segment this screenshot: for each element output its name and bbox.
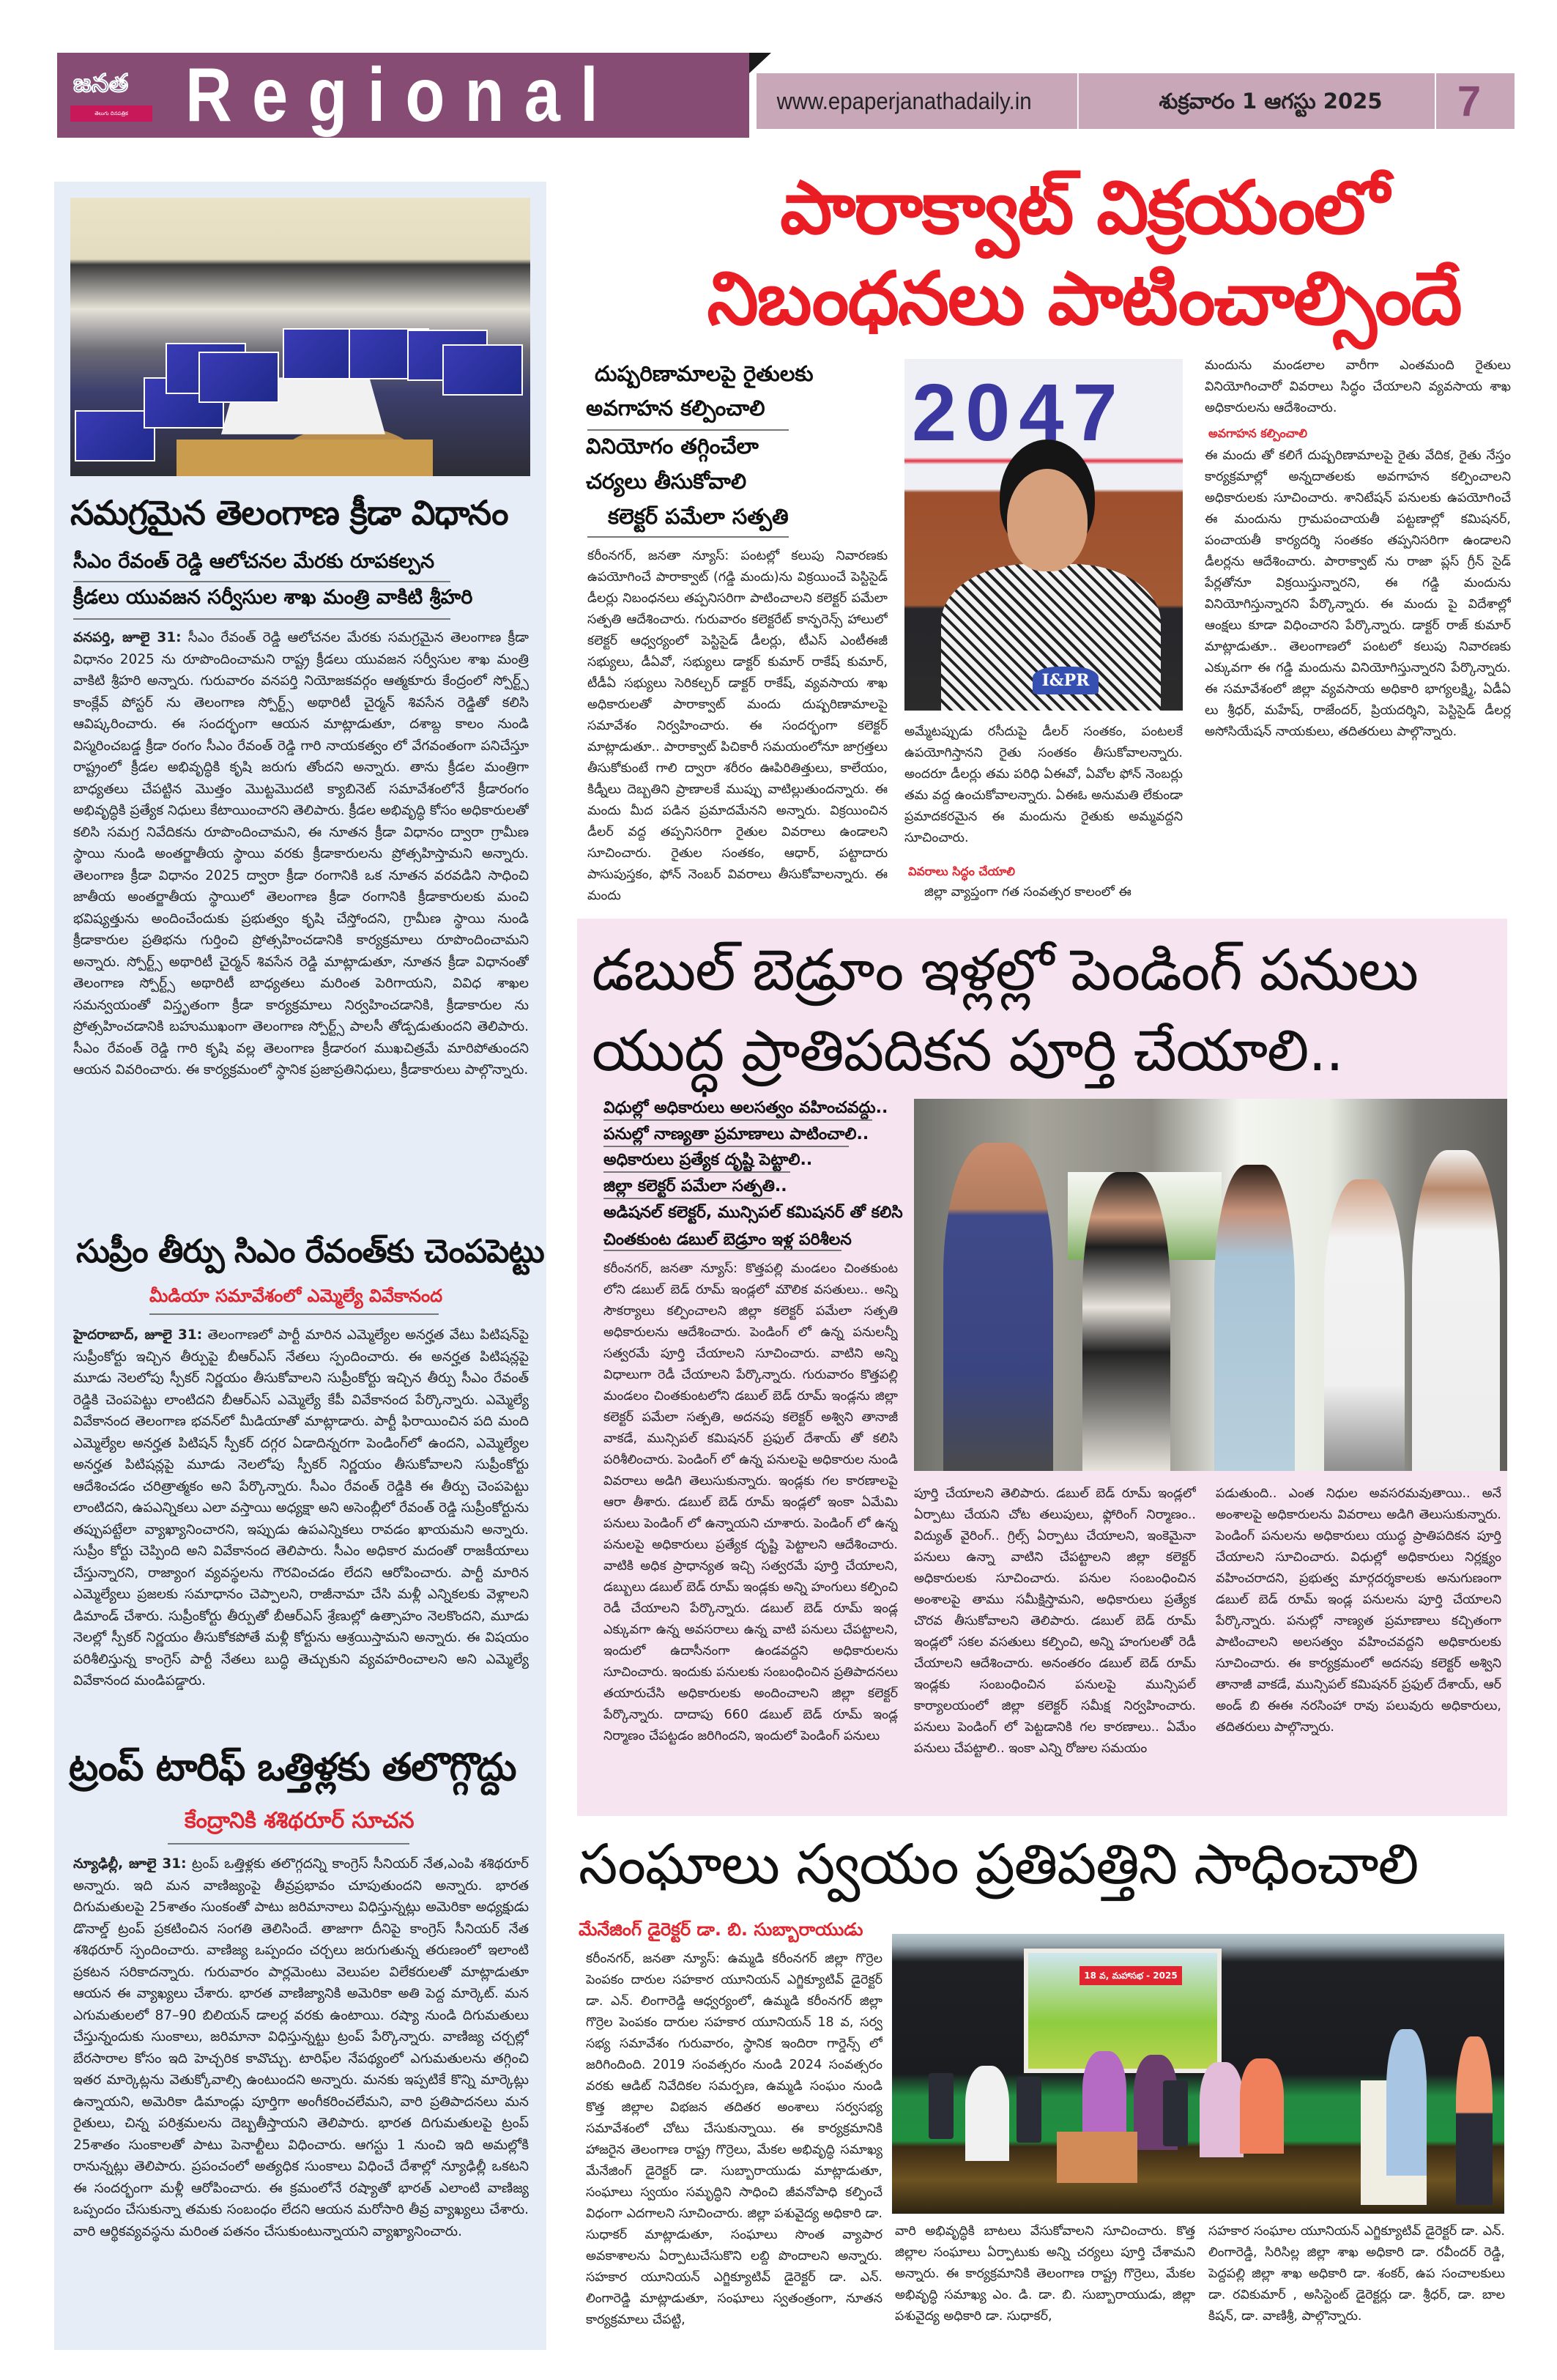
photo-chair <box>1017 2077 1041 2143</box>
page-number: 7 <box>1457 77 1482 125</box>
photo-table <box>1057 2132 1137 2183</box>
sheep-body-col-2: వారి అభివృద్ధికి బాటలు వేసుకోవాలని సూచించారు. కొత్త జిల్లాల సంఘాలు ఏర్పాటుకు అన్ని చర్యలు పూర్తి చేశామని అన్నారు. ఈ కార్యక్రమానికి తెలంగాణ రాష్ట్ర గొర్రెలు, మేకల అభివృద్ధి సమాఖ్య ఎం. డి. డా. బి. సుబ్బారాయుడు, జిల్లా పశువైద్య అధికారి డా. సుధాకర్, <box>895 2224 1195 2324</box>
housing-headline-line-2: యుద్ధ ప్రాతిపదికన పూర్తి చేయాలి.. <box>592 1018 1343 1084</box>
photo-person <box>1214 1165 1295 1471</box>
housing-inspection-photo[interactable] <box>914 1099 1507 1471</box>
issue-date: శుక్రవారం 1 ఆగస్టు 2025 <box>1107 73 1436 129</box>
paraquat-col3-subhead: అవగాహన కల్పించాలి <box>1208 426 1307 440</box>
supreme-dateline: హైదరాబాద్, జూలై 31: <box>73 1327 203 1343</box>
divider <box>149 1313 439 1315</box>
paraquat-kicker-2: అవగాహన కల్పించాలి <box>586 396 765 420</box>
supreme-article-body <box>73 1324 529 1782</box>
housing-headline-line-1: డబుల్ బెడ్రూం ఇళ్లల్లో పెండింగ్ పనులు <box>592 938 1418 1004</box>
masthead-corner-triangle <box>749 53 771 73</box>
photo-person <box>1082 1172 1170 1471</box>
sports-article-body <box>73 627 529 1226</box>
sheep-body-col-1: కరీంనగర్, జనతా న్యూస్: ఉమ్మడి కరీంనగర్ జిల్లా గొర్రెల పెంపకం దారుల సహకార యూనియన్ ఎగ్జిక్యూటివ్ డైరెక్టర్ డా. ఎన్. లింగారెడ్డి ఆధ్వర్యంలో, ఉమ్మడి కరీంనగర్ జిల్లా గొర్రెల పెంపకం దారుల సహకార యూనియన్ 18 వ, సర్వ సభ్య సమావేశం గురువారం, స్థానిక ఇందిరా గార్డెన్స్ లో జరిగిందింది. 2019 సంవత్సరం నుండి 2024 సంవత్సరం వరకు ఆడిట్ నివేదికల సమర్పణ, ఉమ్మడి సంఘం నుండి కొత్త జిల్లాల విభజన తదితర అంశాలు సర్వసభ్య సమావేశంలో చోటు చేసుకున్నాయి. ఈ కార్యక్రమానికి హాజరైన తెలంగాణ రాష్ట్ర గొర్రెలు, మేకల అభివృద్ధి సమాఖ్య మేనేజింగ్ డైరెక్టర్ డా. సుబ్బారాయుడు మాట్లాడుతూ, సంఘాలు స్వయం సమృద్ధిని సాధించి జీవనోపాధి కల్పించే విధంగా ఎదగాలని సూచించారు. జిల్లా పశువైద్య అధికారి డా. సుధాకర్ మాట్లాడుతూ, సంఘాలు సొంత వ్యాపార అవకాశాలను ఏర్పాటుచేసుకొని లబ్ది పొందాలని అన్నారు. సహకార యూనియన్ ఎగ్జిక్యూటివ్ డైరెక్టర్ డా. ఎన్. లింగారెడ్డి మాట్లాడుతూ, సంఘాలు స్వతంత్రంగా, నూతన కార్యక్రమాలు చేపట్టి, <box>586 1951 882 2327</box>
divider <box>168 1843 409 1845</box>
photo-person <box>1456 2036 1493 2205</box>
paraquat-kicker-5: కలెక్టర్ పమేలా సత్పతి <box>608 504 789 529</box>
photo-banner-text: 2047 <box>912 368 1126 458</box>
logo-wordmark: జనత <box>73 69 129 98</box>
masthead-info-bar <box>757 73 1515 129</box>
paraquat-col2-text: అమ్మేటప్పుడు రసీదుపై డీలర్ సంతకం, పంటలకే ఉపయోగిస్తానని రైతు సంతకం తీసుకోవాలన్నారు. అందరూ డీలర్లు తమ పరిధి ఏఈవో, ఏవోల ఫోన్ నెంబర్లు తమ వద్ద ఉంచుకోవాలన్నారు. ఏఈఓ అనుమతి లేకుండా ప్రమాదకరమైన ఈ మందును రైతుకు అమ్మవద్దని సూచించారు. <box>904 724 1183 845</box>
divider <box>73 618 450 620</box>
divider <box>603 1146 849 1147</box>
photo-person <box>1200 2062 1244 2157</box>
collector-press-photo[interactable] <box>904 359 1183 711</box>
section-title: Regional <box>185 53 618 138</box>
photo-person <box>1240 2058 1284 2154</box>
paraquat-col2-subhead: వివరాలు సిద్ధం చేయాలి <box>908 864 1016 878</box>
housing-body-col-3: పడుతుంది.. ఎంత నిధుల అవసరమవుతాయి.. అనే అంశాలపై అధికారులను వివరాలు అడిగి తెలుసుకున్నారు. పెండింగ్ పనులను అధికారులు యుద్ధ ప్రాతిపదికన పూర్తి చేయాలని సూచించారు. విధుల్లో అధికారులు నిర్లక్ష్యం వహించరాదని, ప్రభుత్వ మార్గదర్శకాలకు అనుగుణంగా డబుల్ బెడ్ రూమ్ ఇండ్ల పనులను పూర్తి చేయాలని పేర్కొన్నారు. పనుల్లో నాణ్యత ప్రమాణాలు కచ్చితంగా పాటించాలని అలసత్వం వహించవద్దని అధికారులకు సూచించారు. ఈ కార్యక్రమంలో అదనపు కలెక్టర్ అశ్విని తానాజీ వాకడే, మున్సిపల్ కమిషనర్ ప్రఫుల్ దేశాయ్, ఆర్ అండ్ బి ఈఈ నరసింహా రావు పలువురు అధికారులు, తదితరులు పాల్గొన్నారు. <box>1216 1486 1501 1735</box>
supreme-body-text: తెలంగాణలో పార్టీ మారిన ఎమ్మెల్యేల అనర్హత వేటు పిటిషన్‌పై సుప్రీంకోర్టు ఇచ్చిన తీర్పుపై బీఆర్‌ఎస్ నేతలు స్పందించారు. ఈ అనర్హత పిటిషన్లపై మూడు నెలలోపు స్పీకర్ నిర్ణయం తీసుకోవాలని సుప్రీంకోర్టు ఇచ్చిన తీర్పు సీఎం రేవంత్ రెడ్డికి చెంపపెట్టు లాంటిదని బీఆర్‌ఎస్ ఎమ్మెల్యే కేపీ వివేకానంద పేర్కొన్నారు. ఎమ్మెల్యే వివేకానంద తెలంగాణ భవన్‌లో మీడియాతో మాట్లాడారు. పార్టీ ఫిరాయించిన పది మంది ఎమ్మెల్యేల అనర్హత పిటిషన్ స్పీకర్ దగ్గర ఏడాదిన్నరగా పెండింగ్‌లో ఉందని, ఎమ్మెల్యేల అనర్హత పిటిషన్లపై మూడు నెలలోపు స్పీకర్ నిర్ణయం తీసుకోవాలని సుప్రీంకోర్టు ఆదేశించడం చరిత్రాత్మకం అని పేర్కొన్నారు. సీఎం రేవంత్ రెడ్డికి ఈ తీర్పు చెంపపెట్టు లాంటిదని, ఉపఎన్నికలు ఎలా వస్తాయి అధ్యక్షా అని అసెంబ్లీలో రేవంత్ రెడ్డి సుప్రీంకోర్టును తప్పుపట్టేలా వ్యాఖ్యానించారని, ఇప్పుడు ఉపఎన్నికలు రావడం ఖాయమని అన్నారు. సుప్రీం కోర్టు చెప్పింది అని వివేకానంద తెలిపారు. సీఎం అధికార మదంతో రాజకీయాలు చేస్తున్నారని, రాజ్యాంగ వ్యవస్థలను గౌరవించడం లేదని ఆరోపించారు. పార్టీ మారిన ఎమ్మెల్యేలు ప్రజలకు సమాధానం చెప్పాలని, రాజీనామా చేసి మళ్లీ ఎన్నికలకు వెళ్లాలని డిమాండ్ చేశారు. సుప్రీంకోర్టు తీర్పుతో బీఆర్‌ఎస్ శ్రేణుల్లో ఉత్సాహం నెలకొందని, మూడు నెలల్లో స్పీకర్ నిర్ణయం తీసుకోకపోతే మళ్లీ కోర్టును ఆశ్రయిస్తామని అన్నారు. ఈ విషయం పరిశీలిస్తున్న కాంగ్రెస్ పార్టీ నేతలు బుద్ధి తెచ్చుకుని వ్యవహరించాలని అని ఎమ్మెల్యే వివేకానంద మండిపడ్డారు. <box>73 1327 529 1688</box>
logo-tagline: తెలుగు దినపత్రిక <box>94 111 128 116</box>
paraquat-body-col-3-head: మందును మండలాల వారీగా ఎంతమంది రైతులు వినియోగించారో వివరాలు సిద్ధం చేయాలని వ్యవసాయ శాఖ అధికారులను ఆదేశించారు. <box>1205 358 1511 415</box>
housing-kicker-5: అడిషనల్ కలెక్టర్, మున్సిపల్ కమిషనర్ తో కలిసి <box>603 1204 903 1222</box>
photo-person <box>1412 1150 1500 1471</box>
photo-person <box>943 1143 1053 1471</box>
supreme-headline: సుప్రీం తీర్పు సిఎం రేవంత్‌కు చెంపపెట్టు <box>76 1233 544 1270</box>
paraquat-headline-line-2: నిబంధనలు పాటించాల్సిందే <box>707 256 1461 341</box>
paraquat-col2-tail: జిల్లా వ్యాప్తంగా గత సంవత్సర కాలంలో ఈ <box>924 885 1131 900</box>
sports-body-text: సీఎం రేవంత్ రెడ్డి ఆలోచనల మేరకు సమగ్రమైన తెలంగాణ క్రీడా విధానం 2025 ను రూపొందించామని రాష్ట్ర క్రీడలు యువజన సర్వీసుల శాఖ మంత్రి వాకిటి శ్రీహరి అన్నారు. గురువారం వనపర్తి నియోజకవర్గం ఆత్మకూరు కేంద్రంలో స్పోర్ట్స్ కాంక్లేవ్ పోస్టర్ ను తెలంగాణ స్పోర్ట్స్ అథారిటీ చైర్మన్ శివసేన రెడ్డితో కలిసి ఆవిష్కరించారు. ఈ సందర్భంగా ఆయన మాట్లాడుతూ, దశాబ్ద కాలం నుండి విస్మరించబడ్డ క్రీడా రంగం సీఎం రేవంత్ రెడ్డి గారి నాయకత్వం లో వేగవంతంగా పనిచేస్తూ రాష్ట్రంలో క్రీడల అభివృద్ధికి కృషి జరుగు తోందని అన్నారు. తాను క్రీడల మంత్రిగా బాధ్యతలు చేపట్టిన మొత్తం మొట్టమొదటి క్యాబినెట్ సమావేశంలోనే క్రీడారంగం అభివృద్ధికి ప్రత్యేక నిధులు కేటాయించారని తెలిపారు. క్రీడల అభివృద్ధి కోసం అధికారులతో కలిసి సమగ్ర నివేదికను రూపొందించామని, ఈ నూతన క్రీడా విధానం ద్వారా గ్రామీణ స్థాయి నుండి అంతర్జాతీయ స్థాయి వరకు క్రీడాకారులను ప్రోత్సహిస్తామని అన్నారు. తెలంగాణ క్రీడా విధానం 2025 ద్వారా క్రీడా రంగానికి ఒక నూతన వరవడిని సాధించి జాతీయ అంతర్జాతీయ స్థాయిలో తెలంగాణ క్రీడా రంగానికి క్రీడాకారులకు మంచి భవిష్యత్తును అందించేందుకు ప్రభుత్వం కృషి చేస్తోందని, గ్రామీణ స్థాయి నుండి క్రీడాకారుల ప్రతిభను గుర్తించి ప్రోత్సహించడానికి కార్యక్రమాలు రూపొందించామని అన్నారు. స్పోర్ట్స్ అథారిటీ చైర్మన్ శివసేన రెడ్డి మాట్లాడుతూ, నూతన క్రీడా విధానంతో తెలంగాణ స్పోర్ట్స్ అథారిటీ బాధ్యతలు మరింత పెరిగాయని, వివిధ శాఖల సమన్వయంతో విస్తృతంగా క్రీడా కార్యక్రమాలు నిర్వహించడానికి, క్రీడాకారుల ను ప్రోత్సహించడానికి బహుముఖంగా తెలంగాణ స్పోర్ట్స్ పాలసీ తోడ్పడుతుందని తెలిపారు. సీఎం రేవంత్ రెడ్డి గారి కృషి వల్ల తెలంగాణ క్రీడారంగ ముఖచిత్రమే మారిపోతుందని ఆయన వివరించారు. ఈ కార్యక్రమంలో స్థానిక ప్రజాప్రతినిధులు, క్రీడాకారులు పాల్గొన్నారు. <box>73 630 529 1078</box>
supreme-subheadline: మీడియా సమావేశంలో ఎమ్మెల్యే వివేకానంద <box>149 1286 443 1306</box>
paraquat-kicker-4: చర్యలు తీసుకోవాలి <box>586 469 747 494</box>
masthead <box>57 53 1515 138</box>
photo-poster <box>442 344 523 396</box>
housing-body-col-1: కరీంనగర్, జనతా న్యూస్: కొత్తపల్లి మండలం చింతకుంట లోని డబుల్ బెడ్ రూమ్ ఇండ్లలో మౌలిక వసతులు.. అన్ని సౌకర్యాలు కల్పించాలని జిల్లా కలెక్టర్ పమేలా సత్పతి అధికారులను ఆదేశించారు. పెండింగ్ లో ఉన్న పనులన్నీ సత్వరమే పూర్తి చేయాలని సూచించారు. వాటిని అన్ని విధాలుగా రెడీ చేయాలని పేర్కొన్నారు. గురువారం కొత్తపల్లి మండలం చింతకుంటలోని డబుల్ బెడ్ రూమ్ ఇండ్లను జిల్లా కలెక్టర్ పమేలా సత్పతి, అదనపు కలెక్టర్ అశ్విని తానాజీ వాకడే, మున్సిపల్ కమిషనర్ ప్రఫుల్ దేశాయ్ తో కలిసి పరిశీలించారు. పెండింగ్ లో ఉన్న పనులపై అధికారుల నుండి వివరాలు అడిగి తెలుసుకున్నారు. ఇండ్లకు గల కారణాలపై ఆరా తీశారు. డబుల్ బెడ్ రూమ్ ఇండ్లలో ఇంకా ఏమేమి పనులు పెండింగ్ లో ఉన్నాయని చూశారు. పెండింగ్ లో ఉన్న పనులపై అధికారులు ప్రత్యేక దృష్టి పెట్టాలని ఆదేశించారు. వాటికి అధిక ప్రాధాన్యత ఇచ్చి సత్వరమే పూర్తి చేయాలని, డబ్బులు డబుల్ బెడ్ రూమ్ ఇండ్లకు అన్ని హంగులు కల్పించి రెడీ చేయాలని పేర్కొన్నారు. డబుల్ బెడ్ రూమ్ ఇండ్ల ఎక్కువగా ఉన్న అవసరాలు ఉన్న వాటి పనులు చేపట్టాలని, ఇందులో ఉదాసీనంగా ఉండవద్దని అధికారులను సూచించారు. ఇందుకు పనులకు సంబంధించిన ప్రతిపాదనలు తయారుచేసి అధికారులకు అందించాలని జిల్లా కలెక్టర్ పేర్కొన్నారు. దాదాపు 660 డబుల్ బెడ్ రూమ్ ఇండ్ల నిర్మాణం చేపట్టడం జరిగిందని, ఇందులో పెండింగ్ పనులు <box>603 1261 898 1743</box>
trump-subheadline: కేంద్రానికి శశిథరూర్ సూచన <box>185 1808 415 1834</box>
trump-article-body <box>73 1853 529 2315</box>
divider <box>603 1171 790 1173</box>
sheep-subheadline: మేనేజింగ్ డైరెక్టర్ డా. బి. సుబ్బారాయుడు <box>579 1919 863 1940</box>
housing-kicker-2: పనుల్లో నాణ్యతా ప్రమాణాలు పాటించాలి.. <box>603 1125 869 1143</box>
ipr-badge: I&PR <box>1033 667 1099 694</box>
paraquat-headline-line-1: పారాక్వాట్ విక్రయంలో <box>780 165 1388 251</box>
paraquat-body-col-3: ఈ మందు తో కలిగే దుష్పరిణామాలపై రైతు వేదిక, రైతు నేస్తం కార్యక్రమాల్లో అన్నదాతలకు అవగాహన కల్పించాలని అధికారులకు సూచించారు. శానిటేషన్ పనులకు ఉపయోగించే ఈ మందును గ్రామపంచాయతీ పట్టణాల్లో కమిషనర్, పంచాయతీ కార్యదర్శి సంతకం తప్పనిసరిగా ఉండాలని డీలర్లను ఆదేశించారు. పారాక్వాట్ ను రాజా ప్లస్ గ్రీన్ సైడ్ పేర్లతోనూ విక్రయిస్తున్నారని, ఈ గడ్డి మందును వినియోగిస్తున్నారని పేర్కొన్నారు. ఈ మందు పై విదేశాల్లో ఆంక్షలు కూడా విధించారని పేర్కొన్నారు. డాక్టర్ రాజ్ కుమార్ మాట్లాడుతూ.. తెలంగాణలో పంటలో కలుపు నివారణకు ఎక్కువగా ఈ గడ్డి మందును వినియోగిస్తున్నారని పేర్కొన్నారు. ఈ సమావేశంలో జిల్లా వ్యవసాయ అధికారి భాగ్యలక్ష్మి, ఏడీఏ లు శ్రీధర్, మహేష్, రాజేందర్, ప్రియదర్శిని, పెస్టిసైడ్ డీలర్ల అసోసియేషన్ నాయకులు, తదితరులు పాల్గొన్నారు. <box>1205 448 1511 739</box>
paraquat-kicker-1: దుష్పరిణామాలపై రైతులకు <box>595 361 814 386</box>
trump-headline: ట్రంప్ టారిఫ్ ఒత్తిళ్లకు తలొగ్గొద్దు <box>69 1746 516 1790</box>
sports-dateline: వనపర్తి, జూలై 31: <box>73 630 182 645</box>
paraquat-headline <box>659 163 1509 344</box>
divider <box>587 429 789 431</box>
photo-poster <box>198 352 279 403</box>
newspaper-logo[interactable] <box>70 69 152 125</box>
photo-chair <box>929 2073 954 2139</box>
photo-banner-tag: 18 వ, మహాసభ - 2025 <box>1080 1966 1182 1985</box>
housing-kicker-1: విధుల్లో అధికారులు అలసత్వం వహించవద్దు.. <box>603 1099 888 1117</box>
housing-kicker-3: అధికారులు ప్రత్యేక దృష్టి పెట్టాలి.. <box>603 1151 813 1169</box>
sheep-body-col-3: సహకార సంఘాల యూనియన్ ఎగ్జిక్యూటివ్ డైరెక్టర్ డా. ఎన్. లింగారెడ్డి, సిరిసిల్ల జిల్లా శాఖ అధికారి డా. రవీందర్ రెడ్డి, పెద్దపల్లి జిల్లా శాఖ అధికారి డా. శంకర్, ఉప సంచాలకులు డా. రవికుమార్ , అసిస్టెంట్ డైరెక్టర్లు డా. శ్రీధర్, డా. బాల కిషన్, డా. వాణిశ్రీ, పాల్గొన్నారు. <box>1208 2224 1505 2324</box>
sports-subheadline-1: సీఎం రేవంత్ రెడ్డి ఆలోచనల మేరకు రూపకల్పన <box>73 550 435 573</box>
divider <box>587 536 789 538</box>
photo-person <box>965 2066 1009 2161</box>
masthead-brand-bar <box>57 53 749 138</box>
left-column-panel <box>54 182 546 2350</box>
trump-dateline: న్యూఢిల్లీ, జూలై 31: <box>73 1856 187 1872</box>
housing-body-col-2: పూర్తి చేయాలని తెలిపారు. డబుల్ బెడ్ రూమ్ ఇండ్లలో ఏర్పాటు చేయని చోట తలుపులు, ఫ్లోరింగ్ నిర్మాణం.. విద్యుత్ వైరింగ్.. గ్రిల్స్ ఏర్పాటు చేయాలని, ఇంకెమైనా పనులు ఉన్నా వాటిని చేపట్టాలని జిల్లా కలెక్టర్ అధికారులకు సూచించారు. పనుల సంబంధించిన అంశాలపై తాము సమీక్షిస్తామని, అధికారులు ప్రత్యేక చొరవ తీసుకోవాలని తెలిపారు. డబుల్ బెడ్ రూమ్ ఇండ్లలో సకల వసతులు కల్పించి, అన్ని హంగులతో రెడీ చేయాలని ఆదేశించారు. అనంతరం డబుల్ బెడ్ రూమ్ ఇండ్లకు సంబంధించిన పనులపై మున్సిపల్ కార్యాలయంలో జిల్లా కలెక్టర్ సమీక్ష నిర్వహించారు. పనులు పెండింగ్ లో పెట్టడానికి గల కారణాలు.. ఏమేం పనులు చేపట్టాలి.. ఇంకా ఎన్ని రోజుల సమయం <box>914 1486 1196 1756</box>
sports-subheadline-2: క్రీడలు యువజన సర్వీసుల శాఖ మంత్రి వాకిటి శ్రీహరి <box>73 586 473 609</box>
housing-kicker-6: చింతకుంట డబుల్ బెడ్రూం ఇళ్ల పరిశీలన <box>603 1231 852 1249</box>
paraquat-body-col-1: కరీంనగర్, జనతా న్యూస్: పంటల్లో కలుపు నివారణకు ఉపయోగించే పారాక్వాట్ (గడ్డి మందు)ను విక్రయించే పెస్టిసైడ్ డీలర్లు నిబంధనలు తప్పనిసరిగా పాటించాలని కలెక్టర్ పమేలా సత్పతి ఆదేశించారు. గురువారం కలెక్టరేట్ కాన్ఫరెన్స్ హాలులో కలెక్టర్ ఆధ్వర్యంలో పెస్టిసైడ్ డీలర్లు, టీఎస్ ఎంటీఈజీ సభ్యులు, డీఏవో, సభ్యులు డాక్టర్ కుమార్ రాకేష్ కుమార్, టీడీఏ సభ్యులు సెరికల్చర్ డాక్టర్ రాకేష్, వ్యవసాయ శాఖ అధికారులతో పారాక్వాట్ మందు దుష్పరిణామాలపై సమావేశం నిర్వహించారు. ఈ సందర్భంగా కలెక్టర్ మాట్లాడుతూ.. పారాక్వాట్ పిచికారీ సమయంలోనూ జాగ్రత్తలు తీసుకోకుంటే గాలి ద్వారా శరీరం ఊపిరితిత్తులు, కాలేయం, కిడ్నీలు దెబ్బతిని ప్రాణాలకే ముప్పు వాటిల్లుతుందన్నారు. ఈ మందు మీద పడిన ప్రమాదమేనని అన్నారు. విక్రయించిన డీలర్ వద్ద తప్పనిసరిగా రైతుల వివరాలు ఉండాలని సూచించారు. రైతుల సంతకం, ఆధార్, పట్టాదారు పాసుపుస్తకం, ఫోన్ నెంబర్ వివరాలు తీసుకోవాలన్నారు. ఈ మందు <box>587 549 888 903</box>
website-link[interactable]: www.epaperjanathadaily.in <box>757 73 1079 129</box>
photo-stage-banner <box>1024 1949 1222 2073</box>
logo-tagline-band <box>70 105 152 122</box>
trump-body-text: ట్రంప్ ఒత్తిళ్లకు తలొగ్గదన్ని కాంగ్రెస్ సీనియర్ నేత,ఎంపి శశిథరూర్ అన్నారు. ఇది మన వాణిజ్యంపై తీవ్రప్రభావం చూపుతుందని అన్నారు. భారత దిగుమతులపై 25శాతం సుంకంతో పాటు జరిమానాలు విధిస్తున్నట్లు అమెరికా అధ్యక్షుడు డొనాల్డ్ ట్రంప్ ప్రకటించిన సంగతి తెలిసిందే. తాజాగా దీనిపై కాంగ్రెస్ సీనియర్ నేత శశిథరూర్ స్పందించారు. వాణిజ్య ఒప్పందం చర్చలు జరుగుతున్న తరుణంలో ఇలాంటి ప్రకటన సరికాదన్నారు. గురువారం పార్లమెంటు వెలుపల విలేకరులతో మాట్లాడుతూ ఆయన ఈ వ్యాఖ్యలు చేశారు. భారత వాణిజ్యానికి అమెరికా అతి పెద్ద మార్కెట్. మన ఎగుమతులలో 87–90 బిలియన్ డాలర్ల వరకు ఉంటాయి. రష్యా నుండి దిగుమతులు చేస్తున్నందుకు సుంకాలు, జరిమానా విధిస్తున్నట్టు ట్రంప్ పేర్కొన్నారు. వాణిజ్య చర్చల్లో బేరసారాల కోసం ఇది హెచ్చరిక కావొచ్చు. టారిఫ్‌ల నేపథ్యంలో ఎగుమతులను తగ్గించి ఇతర మార్కెట్లను వెతుక్కోవాల్సి ఉంటుందని అన్నారు. మనకు ఇప్పటికే కొన్ని మార్కెట్లు ఉన్నాయని, అమెరికా డిమాండ్లు పూర్తిగా అంగీకరించలేమని, వారి ప్రతిపాదనలు మన రైతులు, చిన్న పరిశ్రమలను దెబ్బతీస్తాయని తెలిపారు. భారత దిగుమతులపై ట్రంప్ 25శాతం సుంకాలతో పాటు పెనాల్టీలు విధించారు. ఆగస్టు 1 నుంచి ఇది అమల్లోకి రానున్నట్లు తెలిపారు. ప్రపంచంలో అత్యధిక సుంకాలు విధించే దేశాల్లో న్యూఢిల్లీ ఒకటని ఈ సందర్భంగా మళ్లీ ఆరోపించారు. ఈ క్రమంలోనే రష్యాతో భారత్ ఎలాంటి వాణిజ్య ఒప్పందం చేసుకున్నా తమకు సంబంధం లేదని ఆయన మరోసారి తీవ్ర వ్యాఖ్యలు చేశారు. వారి ఆర్థికవ్యవస్థను మరింత పతనం చేసుకుంటున్నాయని వ్యాఖ్యానించారు. <box>73 1856 529 2239</box>
divider <box>73 581 450 582</box>
divider <box>603 1119 872 1121</box>
sheep-headline: సంఘాలు స్వయం ప్రతిపత్తిని సాధించాలి <box>579 1831 1419 1897</box>
sports-conclave-photo[interactable] <box>70 198 530 476</box>
paraquat-kicker-3: వినియోగం తగ్గించేలా <box>586 434 759 459</box>
photo-wooden-table <box>176 440 433 476</box>
housing-kicker-4: జిల్లా కలెక్టర్ పమేలా సత్పతి.. <box>603 1177 787 1195</box>
photo-person <box>1386 2029 1427 2176</box>
sports-headline: సమగ్రమైన తెలంగాణ క్రీడా విధానం <box>70 493 508 533</box>
housing-headline <box>592 930 1500 1091</box>
divider <box>603 1250 841 1251</box>
photo-person <box>1324 1179 1405 1471</box>
divider <box>603 1198 772 1199</box>
sheep-union-meeting-photo[interactable] <box>892 1934 1504 2214</box>
photo-chair <box>1163 2080 1188 2146</box>
photo-person-head <box>1007 469 1088 571</box>
